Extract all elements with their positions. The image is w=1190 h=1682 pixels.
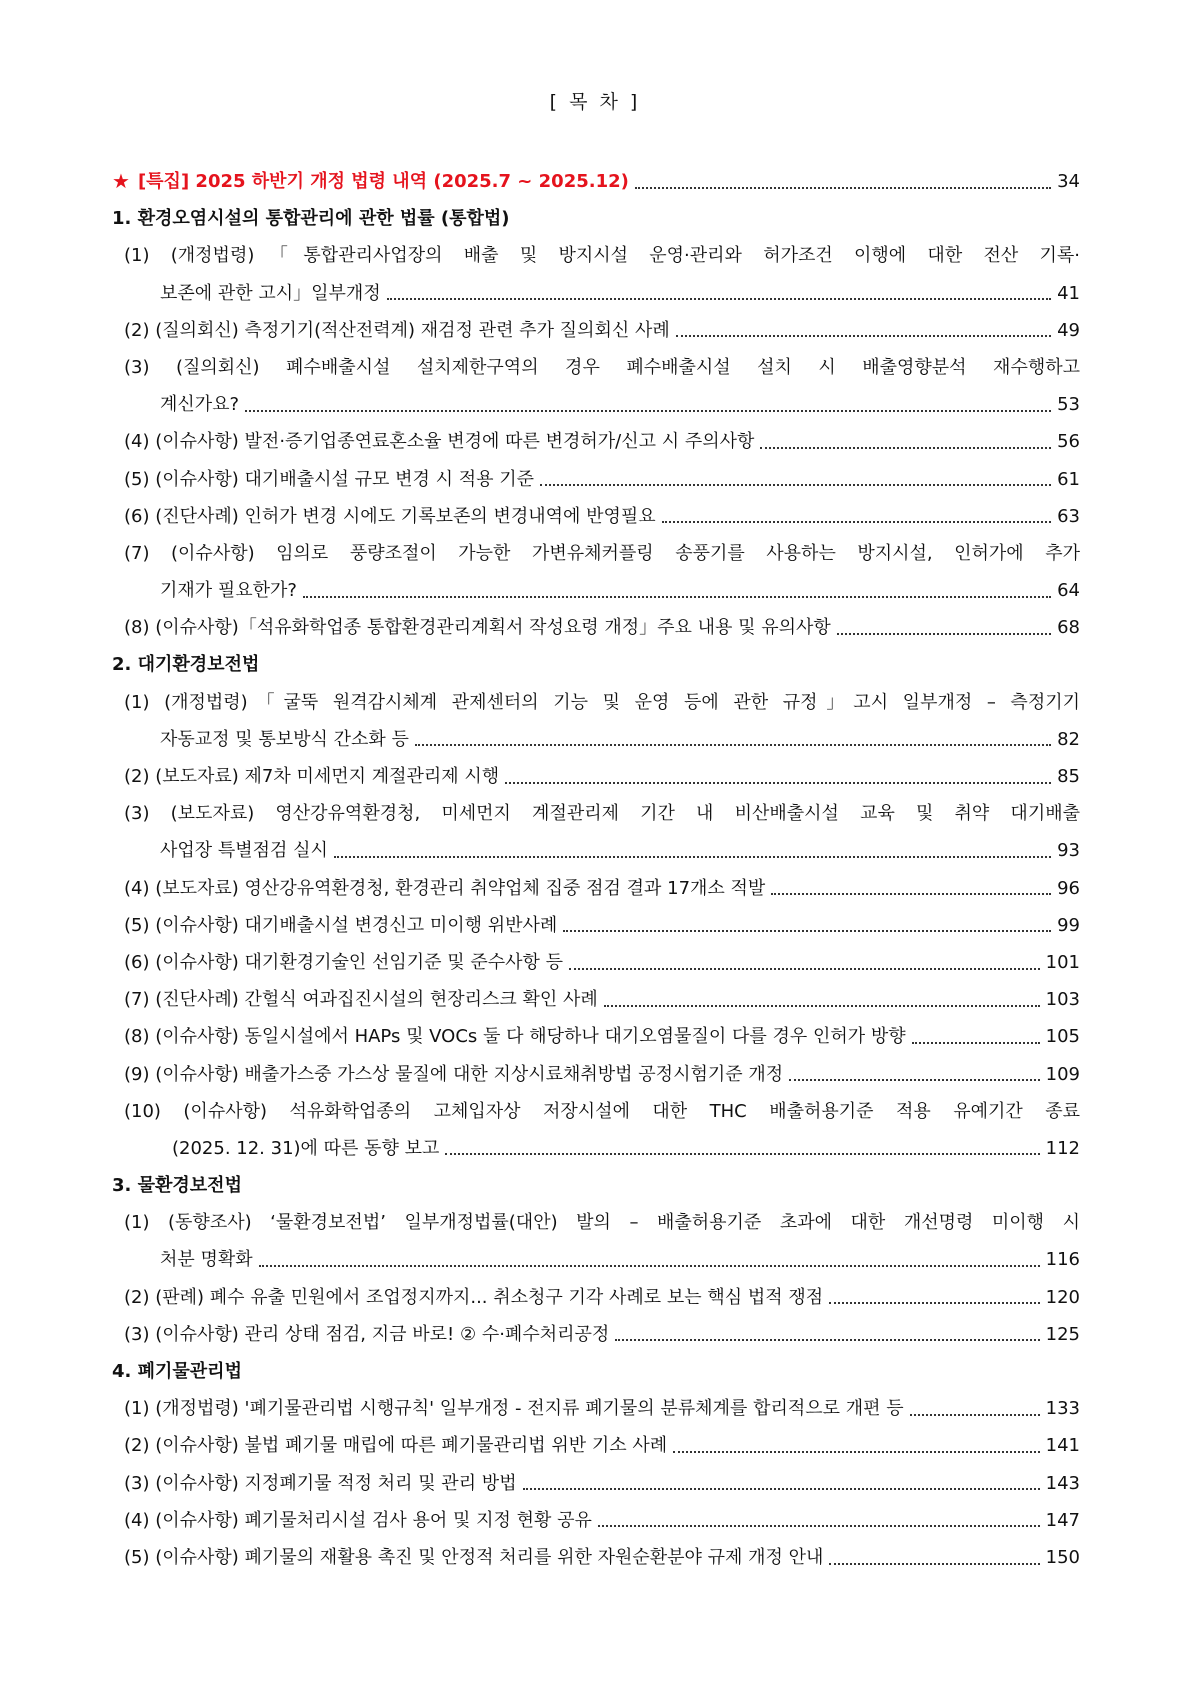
toc-entry-label: (2) (이슈사항) 불법 폐기물 매립에 따른 폐기물관리법 위반 기소 사례 [124, 1435, 668, 1457]
dot-leader [563, 930, 1051, 932]
dot-leader [662, 521, 1051, 523]
toc-title: [ 목 차 ] [549, 91, 641, 113]
dot-leader [615, 1339, 1039, 1341]
toc-entry-label: (6) (진단사례) 인허가 변경 시에도 기록보존의 변경내역에 반영필요 [124, 505, 656, 527]
dot-leader [303, 596, 1051, 598]
toc-entry[interactable] [112, 498, 1080, 535]
dot-leader [505, 782, 1051, 784]
dot-leader [245, 410, 1051, 412]
star-icon: ★ [112, 169, 130, 193]
toc-entry-label: (6) (이슈사항) 대기환경기술인 선임기준 및 준수사항 등 [124, 951, 564, 973]
dot-leader [387, 298, 1051, 300]
toc-entry-continuation[interactable] [112, 832, 1080, 869]
toc-entry[interactable] [112, 1316, 1080, 1353]
toc-entry-label: 보존에 관한 고시」일부개정 [160, 282, 381, 304]
special-feature-entry[interactable] [112, 163, 1080, 200]
toc-entry[interactable] [112, 1390, 1080, 1427]
dot-leader [829, 1302, 1039, 1304]
toc-entry[interactable] [112, 1093, 1080, 1130]
toc-entry-label: (2) (판례) 폐수 유출 민원에서 조업정지까지... 취소청구 기각 사례로 보는 핵심 법적 쟁점 [124, 1286, 824, 1308]
toc-entry-label: (2025. 12. 31)에 따른 동향 보고 [172, 1137, 440, 1159]
toc-entry-label: (3) (질의회신) 폐수배출시설 설치제한구역의 경우 폐수배출시설 설치 시 배출영향분석 재수행하고 [124, 356, 1080, 378]
toc-entry-label: (10) (이슈사항) 석유화학업종의 고체입자상 저장시설에 대한 THC 배출허용기준 적용 유예기간 종료 [124, 1100, 1080, 1122]
toc-entry[interactable] [112, 758, 1080, 795]
page-number: 99 [1057, 914, 1080, 936]
page-number: 63 [1057, 505, 1080, 527]
dot-leader [415, 744, 1051, 746]
toc-entry[interactable] [112, 981, 1080, 1018]
dot-leader [789, 1079, 1040, 1081]
page-number: 105 [1045, 1026, 1080, 1048]
toc-entry-continuation[interactable] [112, 1241, 1080, 1278]
toc-entry-label: (3) (이슈사항) 지정폐기물 적정 처리 및 관리 방법 [124, 1472, 517, 1494]
toc-entry[interactable] [112, 1539, 1080, 1576]
page-number: 34 [1057, 171, 1080, 192]
section-heading[interactable]: 4. 폐기물관리법 [112, 1361, 242, 1382]
page-number: 103 [1045, 989, 1080, 1011]
toc-entry-continuation[interactable] [112, 572, 1080, 609]
page-number: 56 [1057, 431, 1080, 453]
section-heading[interactable]: 2. 대기환경보전법 [112, 654, 260, 676]
toc-entry-label: (1) (개정법령) '폐기물관리법 시행규칙' 일부개정 - 전지류 폐기물의 분류체계를 합리적으로 개편 등 [124, 1398, 904, 1420]
dot-leader [771, 893, 1051, 895]
toc-entry-label: (4) (이슈사항) 발전·증기업종연료혼소율 변경에 따른 변경허가/신고 시 주의사항 [124, 431, 755, 453]
toc-entry-label: (1) (개정법령)「굴뚝 원격감시체계 관제센터의 기능 및 운영 등에 관한 규정」고시 일부개정 – 측정기기 [124, 691, 1080, 713]
toc-entry-label: (9) (이슈사항) 배출가스중 가스상 물질에 대한 지상시료채취방법 공정시험기준 개정 [124, 1063, 784, 1085]
page-number: 93 [1057, 840, 1080, 862]
dot-leader [445, 1153, 1039, 1155]
toc-entry[interactable] [112, 1465, 1080, 1502]
toc-entry-label: (5) (이슈사항) 폐기물의 재활용 촉진 및 안정적 처리를 위한 자원순환분야 규제 개정 안내 [124, 1546, 824, 1568]
dot-leader [635, 187, 1051, 189]
dot-leader [334, 856, 1051, 858]
toc-entry[interactable] [112, 1279, 1080, 1316]
toc-entry-continuation[interactable] [112, 721, 1080, 758]
dot-leader [829, 1563, 1039, 1565]
toc-entry-label: (1) (개정법령)「통합관리사업장의 배출 및 방지시설 운영·관리와 허가조건 이행에 대한 전산 기록· [124, 245, 1080, 267]
page-number: 96 [1057, 877, 1080, 899]
toc-entry[interactable] [112, 1502, 1080, 1539]
toc-entry-label: 계신가요? [160, 394, 240, 416]
toc-entry[interactable] [112, 423, 1080, 460]
toc-entry-label: (2) (보도자료) 제7차 미세먼지 계절관리제 시행 [124, 766, 500, 787]
page-number: 64 [1057, 580, 1080, 602]
dot-leader [676, 335, 1051, 337]
page-number: 109 [1045, 1063, 1080, 1085]
toc-entry-label: 처분 명확화 [160, 1249, 253, 1271]
toc-list [112, 163, 1080, 1576]
toc-entry-label: (7) (진단사례) 간헐식 여과집진시설의 현장리스크 확인 사례 [124, 989, 598, 1011]
dot-leader [540, 484, 1051, 486]
toc-entry[interactable] [112, 535, 1080, 572]
page-number: 125 [1045, 1323, 1080, 1345]
toc-entry[interactable] [112, 1056, 1080, 1093]
toc-entry-continuation[interactable] [112, 1130, 1080, 1167]
toc-entry-label: (8) (이슈사항)「석유화학업종 통합환경관리계획서 작성요령 개정」주요 내용 및 유의사항 [124, 617, 831, 639]
page-number: 49 [1057, 319, 1080, 341]
toc-entry-continuation[interactable] [112, 275, 1080, 312]
page-number: 133 [1045, 1398, 1080, 1420]
toc-entry-label: (2) (질의회신) 측정기기(적산전력계) 재검정 관련 추가 질의회신 사례 [124, 319, 670, 341]
page-number: 61 [1057, 468, 1080, 490]
page-number: 101 [1045, 951, 1080, 973]
page-number: 68 [1057, 617, 1080, 639]
toc-entry-label: (5) (이슈사항) 대기배출시설 변경신고 미이행 위반사례 [124, 914, 558, 936]
toc-entry[interactable] [112, 795, 1080, 832]
dot-leader [910, 1414, 1040, 1416]
page-number: 82 [1057, 728, 1080, 750]
dot-leader [523, 1488, 1040, 1490]
dot-leader [604, 1005, 1040, 1007]
toc-entry[interactable] [112, 870, 1080, 907]
toc-entry[interactable] [112, 312, 1080, 349]
toc-entry[interactable] [112, 684, 1080, 721]
dot-leader [598, 1525, 1040, 1527]
toc-entry-label: 기재가 필요한가? [160, 580, 297, 602]
page-number: 150 [1045, 1546, 1080, 1568]
special-feature-label: [특집] 2025 하반기 개정 법령 내역 (2025.7 ~ 2025.12) [137, 171, 629, 192]
page-number: 141 [1045, 1435, 1080, 1457]
dot-leader [569, 968, 1040, 970]
toc-entry[interactable] [112, 944, 1080, 981]
page-number: 147 [1045, 1509, 1080, 1531]
section-heading[interactable]: 3. 물환경보전법 [112, 1175, 242, 1197]
toc-entry-label: (1) (동향조사) ‘물환경보전법’ 일부개정법률(대안) 발의 – 배출허용기준 초과에 대한 개선명령 미이행 시 [124, 1212, 1080, 1234]
toc-entry[interactable] [112, 907, 1080, 944]
toc-entry[interactable] [112, 237, 1080, 274]
toc-entry-label: (4) (이슈사항) 폐기물처리시설 검사 용어 및 지정 현황 공유 [124, 1509, 592, 1531]
toc-entry-label: 사업장 특별점검 실시 [160, 840, 328, 862]
toc-entry[interactable] [112, 609, 1080, 646]
page-number: 120 [1045, 1286, 1080, 1308]
page-number: 112 [1045, 1137, 1080, 1159]
page-number: 85 [1057, 766, 1080, 787]
page-number: 53 [1057, 394, 1080, 416]
dot-leader [760, 447, 1051, 449]
toc-entry-label: (5) (이슈사항) 대기배출시설 규모 변경 시 적용 기준 [124, 468, 534, 490]
toc-entry[interactable] [112, 1427, 1080, 1464]
page-number: 41 [1057, 282, 1080, 304]
toc-entry-label: (4) (보도자료) 영산강유역환경청, 환경관리 취약업체 집중 점검 결과 17개소 적발 [124, 877, 766, 899]
section-heading[interactable]: 1. 환경오염시설의 통합관리에 관한 법률 (통합법) [112, 208, 510, 230]
page-number: 116 [1045, 1249, 1080, 1271]
page-number: 143 [1045, 1472, 1080, 1494]
toc-entry[interactable] [112, 349, 1080, 386]
dot-leader [259, 1265, 1040, 1267]
toc-entry[interactable] [112, 1018, 1080, 1055]
toc-entry-label: (3) (보도자료) 영산강유역환경청, 미세먼지 계절관리제 기간 내 비산배출시설 교육 및 취약 대기배출 [124, 803, 1080, 825]
toc-entry-label: (8) (이슈사항) 동일시설에서 HAPs 및 VOCs 둘 다 해당하나 대기오염물질이 다를 경우 인허가 방향 [124, 1026, 906, 1048]
dot-leader [837, 633, 1051, 635]
toc-entry-label: (7) (이슈사항) 임의로 풍량조절이 가능한 가변유체커플링 송풍기를 사용하는 방지시설, 인허가에 추가 [124, 542, 1080, 564]
toc-entry[interactable] [112, 461, 1080, 498]
dot-leader [673, 1451, 1040, 1453]
toc-entry-label: (3) (이슈사항) 관리 상태 점검, 지금 바로! ② 수·폐수처리공정 [124, 1323, 610, 1345]
dot-leader [912, 1042, 1040, 1044]
toc-entry-continuation[interactable] [112, 386, 1080, 423]
toc-entry[interactable] [112, 1204, 1080, 1241]
toc-entry-label: 자동교정 및 통보방식 간소화 등 [160, 728, 409, 750]
